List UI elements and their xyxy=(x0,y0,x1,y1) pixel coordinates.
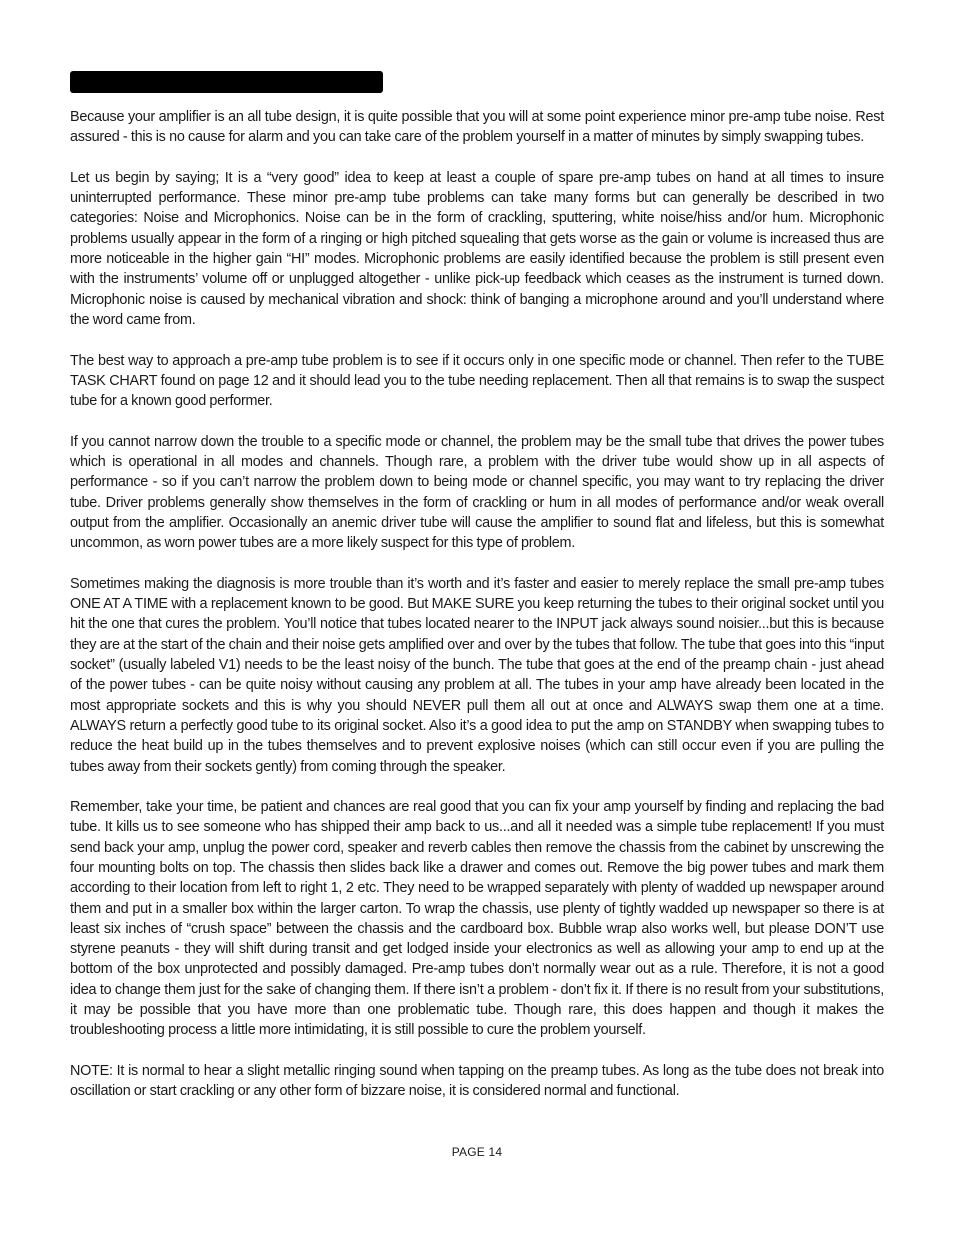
paragraph-swap-tubes: Sometimes making the diagnosis is more trouble than it’s worth and it’s faster and easier to merely replace the small pre-amp tubes ONE AT A TIME with a replacement known to be good. But MAKE SURE you keep returning the tubes to their original socket until you hit the one that cures the problem. You’ll notice that tubes located nearer to the INPUT jack always sound noisier...but this is because they are at the start of the chain and their noise gets amplified over and over by the tubes that follow. The tube that goes into this “input socket” (usually labeled V1) needs to be the least noisy of the bunch. The tube that goes at the end of the preamp chain - just ahead of the power tubes - can be quite noisy without causing any problem at all. The tubes in your amp have already been located in the most appropriate sockets and this is why you should NEVER pull them all out at once and ALWAYS swap them one at a time. ALWAYS return a perfectly good tube to its original socket. Also it’s a good idea to put the amp on STANDBY when swapping tubes to reduce the heat build up in the tubes themselves and to prevent explosive noises (which can still occur even if you are pulling the tubes away from their sockets gently) from coming through the speaker. xyxy=(70,575,884,775)
paragraph-noise-microphonics: Let us begin by saying; It is a “very good” idea to keep at least a couple of spare pre-amp tubes on hand at all times to insure uninterrupted performance. These minor pre-amp tube problems can take many forms but can generally be described in two categories: Noise and Microphonics. Noise can be in the form of crackling, sputtering, white noise/hiss and/or hum. Microphonic problems usually appear in the form of a ringing or high pitched squealing that gets worse as the gain or volume is increased thus are more noticeable in the higher gain “HI” modes. Microphonic problems are easily identified because the problem is still present even with the instruments’ volume off or unplugged altogether - unlike pick-up feedback which ceases as the instrument is turned down. Microphonic noise is caused by mechanical vibration and shock: think of banging a microphone around and you’ll understand where the word came from. xyxy=(70,169,884,328)
page-number: PAGE 14 xyxy=(451,1145,503,1159)
paragraph-driver-tube: If you cannot narrow down the trouble to a specific mode or channel, the problem may be the small tube that drives the power tubes which is operational in all modes and channels. Though rare, a problem with the driver tube would show up in all aspects of performance - so if you can’t narrow the problem down to being mode or channel specific, you may want to try replacing the driver tube. Driver problems generally show themselves in the form of crackling or hum in all modes of performance and/or weak overall output from the amplifier. Occasionally an anemic driver tube will cause the amplifier to sound flat and lifeless, but this is somewhat uncommon, as worn power tubes are a more likely suspect for this type of problem. xyxy=(70,433,884,552)
paragraph-tube-task-chart: The best way to approach a pre-amp tube problem is to see if it occurs only in one specific mode or channel. Then refer to the TUBE TASK CHART found on page 12 and it should lead you to the tube needing replacement. Then all that remains is to swap the suspect tube for a known good performer. xyxy=(70,352,884,410)
section-header-bar xyxy=(70,71,383,93)
paragraph-note: NOTE: It is normal to hear a slight metallic ringing sound when tapping on the preamp tubes. As long as the tube does not break into oscillation or start crackling or any other form of bizzare noise, it is considered normal and functional. xyxy=(70,1062,884,1100)
body-text xyxy=(70,107,884,1122)
paragraph-intro: Because your amplifier is an all tube design, it is quite possible that you will at some point experience minor pre-amp tube noise. Rest assured - this is no cause for alarm and you can take care of the problem yourself in a matter of minutes by simply swapping tubes. xyxy=(70,109,884,146)
paragraph-shipping: Remember, take your time, be patient and chances are real good that you can fix your amp yourself by finding and replacing the bad tube. It kills us to see someone who has shipped their amp back to us...and all it needed was a simple tube replacement! If you must send back your amp, unplug the power cord, speaker and reverb cables then remove the chassis from the cabinet by unscrewing the four mounting bolts on top. The chassis then slides back like a drawer and comes out. Remove the big power tubes and mark them according to their location from left to right 1, 2 etc. They need to be wrapped separately with plenty of wadded up newspaper around them and put in a smaller box within the larger carton. To wrap the chassis, use plenty of tightly wadded up newspaper so there is at least six inches of “crush space” between the chassis and the cardboard box. Bubble wrap also works well, but please DON’T use styrene peanuts - they will shift during transit and get lodged inside your electronics as well as allowing your amp to end up at the bottom of the box unprotected and possibly damaged. Pre-amp tubes don’t normally wear out as a rule. Therefore, it is not a good idea to change them just for the sake of changing them. If there isn’t a problem - don’t fix it. If there is no result from your substitutions, it may be possible that you have more than one problematic tube. Though rare, this does happen and though it makes the troubleshooting process a little more intimidating, it is still possible to cure the problem yourself. xyxy=(70,799,884,1039)
